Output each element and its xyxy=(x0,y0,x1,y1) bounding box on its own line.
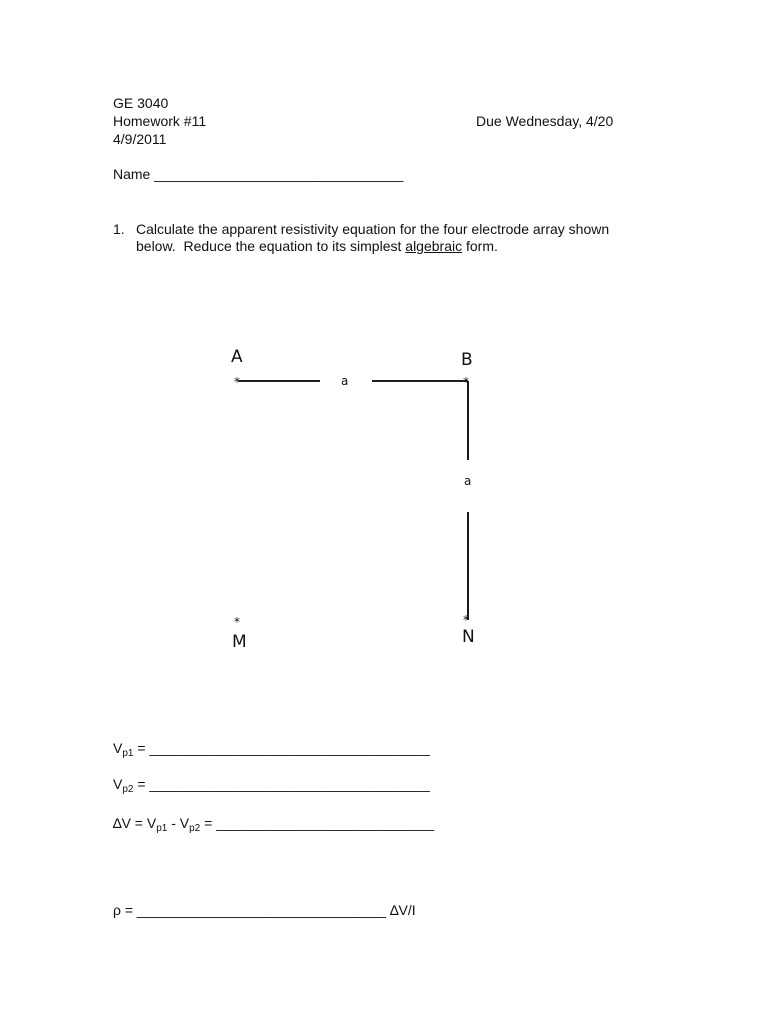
spacing-label-ab: a xyxy=(341,374,349,388)
due-date: Due Wednesday, 4/20 xyxy=(476,113,614,129)
rho-answer-line[interactable]: ρ = ________________________________ ∆V/I xyxy=(113,902,416,918)
delta-v-answer-line[interactable] xyxy=(113,814,434,832)
vp1-subscript: p1 xyxy=(122,748,134,759)
name-field[interactable]: Name ________________________________ xyxy=(113,166,404,182)
delta-v-blank: = ____________________________ xyxy=(200,815,435,831)
electrode-label-m: M xyxy=(232,632,247,652)
course-code: GE 3040 xyxy=(113,95,169,111)
issue-date: 4/9/2011 xyxy=(113,131,167,147)
question-text-pre: below. Reduce the equation to its simplest xyxy=(136,238,406,254)
vp1-answer-line[interactable] xyxy=(113,739,430,757)
assignment-title: Homework #11 xyxy=(113,113,207,129)
electrode-label-b: B xyxy=(461,350,473,370)
vp1-label: V xyxy=(113,740,123,756)
delta-v-prefix: ∆V = V xyxy=(113,815,157,831)
question-number: 1. xyxy=(113,221,125,237)
question-text-line2 xyxy=(136,237,498,255)
electrode-marker-m: * xyxy=(234,615,240,629)
question-text-underlined: algebraic xyxy=(405,238,463,254)
spacing-label-bn: a xyxy=(464,474,472,488)
vp1-blank: = ____________________________________ xyxy=(133,740,430,756)
electrode-marker-n: * xyxy=(463,613,469,627)
electrode-label-n: N xyxy=(462,627,475,647)
vp2-label: V xyxy=(113,776,123,792)
electrode-marker-a: * xyxy=(234,375,240,389)
delta-v-subscript-2: p2 xyxy=(189,823,201,834)
delta-v-mid: - V xyxy=(167,815,190,831)
electrode-marker-b: * xyxy=(463,375,469,389)
vp2-blank: = ____________________________________ xyxy=(133,776,430,792)
question-text-line1: Calculate the apparent resistivity equation for the four electrode array shown xyxy=(136,221,610,237)
delta-v-subscript-1: p1 xyxy=(156,823,168,834)
electrode-label-a: A xyxy=(231,347,243,367)
question-text-post: form. xyxy=(462,238,498,254)
vp2-subscript: p2 xyxy=(122,784,134,795)
vp2-answer-line[interactable] xyxy=(113,775,430,793)
